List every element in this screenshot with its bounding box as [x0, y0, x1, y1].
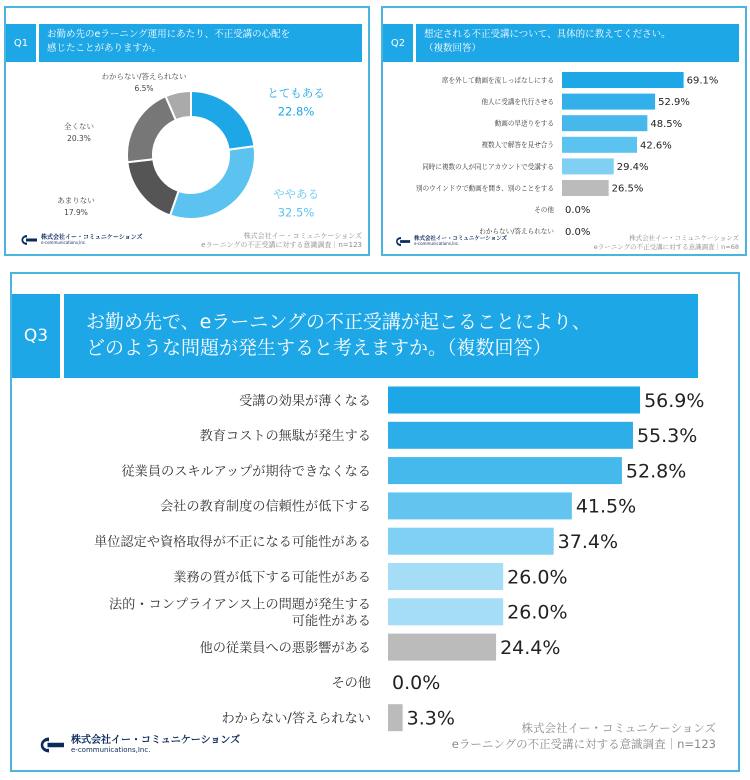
- q3-bar-chart: [12, 274, 738, 770]
- q2-bar: [562, 94, 655, 110]
- q1-slice-label: とてもある: [267, 86, 325, 100]
- q3-panel: [10, 272, 740, 772]
- q2-logo: [391, 236, 507, 247]
- q1-panel: [4, 6, 370, 256]
- q1-slice: [127, 159, 178, 215]
- company-logo-icon: [391, 236, 411, 247]
- q3-category-label: 他の従業員への悪影響がある: [199, 640, 371, 656]
- q1-slice-value: 22.8%: [277, 104, 315, 119]
- q2-value-label: 0.0%: [565, 205, 591, 217]
- q3-category-label: 受講の効果が薄くなる: [239, 393, 371, 409]
- q1-question-line1: お勤め先のeラーニング運用にあたり、不正受講の心配を: [47, 29, 291, 40]
- q2-value-label: 0.0%: [565, 226, 591, 238]
- q1-slice: [191, 91, 254, 150]
- q3-category-label: 教育コストの無駄が発生する: [199, 429, 371, 445]
- q3-source-line1: 株式会社イー・コミュニケーションズ: [521, 721, 716, 735]
- q1-slice: [170, 146, 255, 219]
- q2-panel: [381, 6, 747, 256]
- q3-category-label: 従業員のスキルアップが期待できなくなる: [121, 464, 371, 480]
- q3-value-label: 26.0%: [507, 566, 568, 589]
- q3-bar: [388, 563, 503, 590]
- q2-bar: [562, 115, 647, 131]
- q3-source-line2: eラーニングの不正受講に対する意識調査｜n=123: [451, 737, 716, 751]
- company-logo-icon: [16, 234, 38, 246]
- q2-source-line1: 株式会社イー・コミュニケーションズ: [629, 234, 739, 242]
- q2-value-label: 52.9%: [658, 97, 690, 109]
- q2-category-label: 複数人で解答を見せ合う: [481, 141, 554, 150]
- q3-value-label: 3.3%: [406, 707, 455, 730]
- q3-value-label: 55.3%: [636, 425, 698, 448]
- q3-value-label: 52.8%: [625, 460, 687, 483]
- logo-sub: e-communications,Inc.: [414, 241, 460, 247]
- q1-donut-chart: [6, 8, 368, 254]
- q1-slice-label: わからない/答えられない: [101, 72, 187, 81]
- q2-category-label: わからない/答えられない: [479, 227, 554, 236]
- q1-slice-value: 20.3%: [67, 134, 91, 143]
- q2-category-label: 他人に受講を代行させる: [481, 97, 554, 106]
- q2-category-label: その他: [534, 205, 554, 214]
- q1-slice-label: あまりない: [57, 196, 95, 205]
- q3-value-label: 37.4%: [557, 531, 619, 554]
- logo-name: 株式会社イー・コミュニケーションズ: [71, 735, 241, 747]
- q1-slice-label: 全くない: [64, 122, 94, 131]
- q2-value-label: 26.5%: [611, 183, 644, 195]
- q1-slice: [127, 96, 176, 162]
- logo-name: 株式会社イー・コミュニケーションズ: [414, 235, 508, 242]
- q3-tag: Q3: [12, 294, 60, 378]
- q2-source: [594, 234, 739, 251]
- q1-slice-value: 6.5%: [134, 84, 154, 93]
- q1-source-line2: eラーニングの不正受講に対する意識調査｜n=123: [201, 241, 362, 249]
- q3-bar: [388, 457, 622, 484]
- q2-bar: [562, 158, 614, 174]
- q1-slice-value: 17.9%: [64, 208, 88, 217]
- q3-category-label: その他: [331, 676, 371, 692]
- q2-bar-chart: [383, 8, 745, 254]
- q2-category-label: 別のウインドウで動画を開き、別のことをする: [415, 184, 554, 193]
- q2-bar: [562, 137, 637, 153]
- logo-sub: e-communications,Inc.: [71, 745, 151, 754]
- q3-value-label: 24.4%: [500, 636, 561, 659]
- q2-category-label: 同時に複数の人が同じアカウントで受講する: [422, 162, 554, 171]
- q2-value-label: 42.6%: [639, 140, 672, 152]
- q1-slice-value: 32.5%: [277, 205, 315, 220]
- q2-question-line2: （複数回答）: [424, 43, 482, 54]
- q3-bar: [388, 598, 503, 625]
- q2-bar: [562, 180, 609, 196]
- q3-bar: [388, 634, 496, 661]
- logo-name: 株式会社イー・コミュニケーションズ: [41, 233, 143, 241]
- q1-tag: Q1: [6, 24, 36, 62]
- q2-value-label: 69.1%: [686, 75, 719, 87]
- q3-value-label: 41.5%: [575, 495, 637, 518]
- logo-sub: e-communications,Inc.: [41, 240, 87, 246]
- q1-question-line2: 感じたことがありますか。: [47, 43, 162, 54]
- q3-question-line1: お勤め先で、eラーニングの不正受講が起こることにより、: [86, 311, 591, 333]
- q2-category-label: 席を外して動画を流しっぱなしにする: [441, 76, 554, 85]
- q2-tag: Q2: [383, 24, 413, 62]
- q1-source: [201, 232, 362, 250]
- q1-logo: [16, 234, 142, 246]
- q3-question-line2: どのような問題が発生すると考えますか。（複数回答）: [86, 337, 552, 359]
- q3-bar: [388, 492, 572, 519]
- q2-value-label: 29.4%: [616, 162, 649, 173]
- q3-bar: [388, 528, 554, 555]
- q3-category-label: わからない/答えられない: [221, 711, 371, 727]
- q2-source-line2: eラーニングの不正受講に対する意識調査｜n=68: [593, 242, 739, 251]
- q1-slice-label: ややある: [273, 187, 319, 201]
- q3-category-label: 可能性がある: [291, 613, 371, 629]
- q3-category-label: 単位認定や資格取得が不正になる可能性がある: [94, 534, 371, 550]
- q3-source: [452, 720, 716, 752]
- q2-category-label: 動画の早送りをする: [494, 119, 554, 128]
- q3-bar: [388, 387, 640, 414]
- q3-value-label: 56.9%: [644, 389, 705, 412]
- q3-bar: [388, 704, 403, 731]
- q3-category-label: 法的・コンプライアンス上の問題が発生する: [108, 597, 371, 613]
- q3-logo: [32, 736, 240, 754]
- q3-category-label: 業務の質が低下する可能性がある: [173, 570, 371, 586]
- company-logo-icon: [32, 736, 66, 754]
- q3-value-label: 0.0%: [392, 672, 441, 695]
- q2-question-line1: 想定される不正受講について、具体的に教えてください。: [424, 29, 671, 40]
- q3-bar: [388, 422, 633, 449]
- q1-source-line1: 株式会社イー・コミュニケーションズ: [243, 232, 362, 240]
- q3-value-label: 26.0%: [507, 601, 568, 624]
- q2-value-label: 48.5%: [650, 118, 683, 130]
- q2-bar: [562, 72, 684, 88]
- q3-category-label: 会社の教育制度の信頼性が低下する: [160, 499, 371, 515]
